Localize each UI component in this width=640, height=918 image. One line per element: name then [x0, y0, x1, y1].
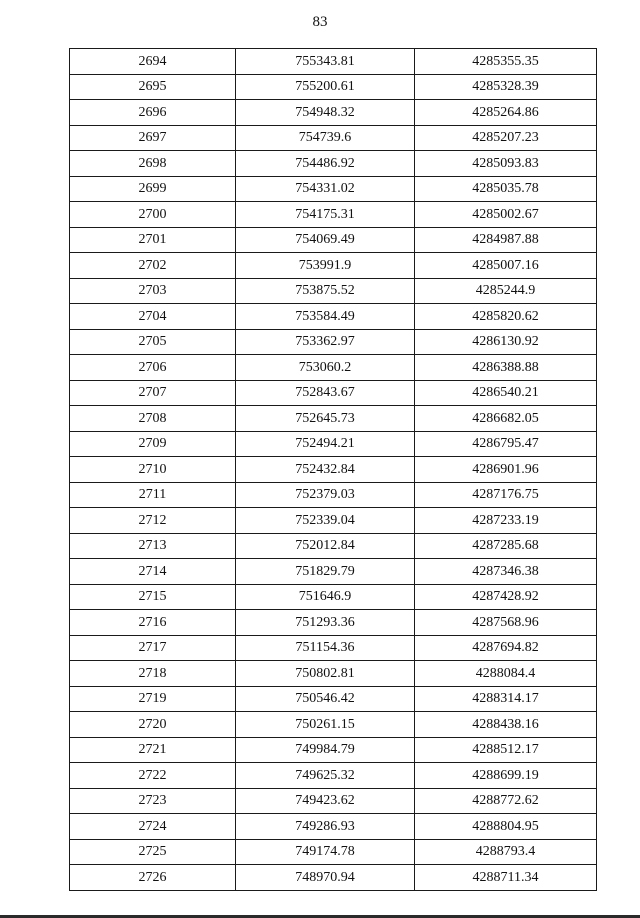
point-number-cell: 2700 [70, 202, 236, 228]
x-coordinate-cell: 753362.97 [236, 329, 415, 355]
point-number-cell: 2723 [70, 788, 236, 814]
table-row [70, 227, 597, 253]
point-number-cell: 2711 [70, 482, 236, 508]
x-coordinate-cell: 753584.49 [236, 304, 415, 330]
y-coordinate-cell: 4286682.05 [415, 406, 597, 432]
y-coordinate-cell: 4286540.21 [415, 380, 597, 406]
y-coordinate-cell: 4286130.92 [415, 329, 597, 355]
x-coordinate-cell: 754948.32 [236, 100, 415, 126]
point-number-cell: 2701 [70, 227, 236, 253]
table-row [70, 814, 597, 840]
y-coordinate-cell: 4287176.75 [415, 482, 597, 508]
x-coordinate-cell: 750546.42 [236, 686, 415, 712]
point-number-cell: 2715 [70, 584, 236, 610]
point-number-cell: 2706 [70, 355, 236, 381]
table-row [70, 74, 597, 100]
x-coordinate-cell: 754739.6 [236, 125, 415, 151]
table-row [70, 125, 597, 151]
point-number-cell: 2702 [70, 253, 236, 279]
y-coordinate-cell: 4285035.78 [415, 176, 597, 202]
table-row [70, 533, 597, 559]
point-number-cell: 2708 [70, 406, 236, 432]
y-coordinate-cell: 4285093.83 [415, 151, 597, 177]
y-coordinate-cell: 4285207.23 [415, 125, 597, 151]
y-coordinate-cell: 4286901.96 [415, 457, 597, 483]
y-coordinate-cell: 4285820.62 [415, 304, 597, 330]
point-number-cell: 2697 [70, 125, 236, 151]
x-coordinate-cell: 752645.73 [236, 406, 415, 432]
x-coordinate-cell: 751829.79 [236, 559, 415, 585]
y-coordinate-cell: 4288084.4 [415, 661, 597, 687]
y-coordinate-cell: 4287428.92 [415, 584, 597, 610]
table-row [70, 457, 597, 483]
point-number-cell: 2698 [70, 151, 236, 177]
point-number-cell: 2714 [70, 559, 236, 585]
y-coordinate-cell: 4288793.4 [415, 839, 597, 865]
x-coordinate-cell: 752339.04 [236, 508, 415, 534]
table-row [70, 559, 597, 585]
x-coordinate-cell: 752843.67 [236, 380, 415, 406]
x-coordinate-cell: 754331.02 [236, 176, 415, 202]
x-coordinate-cell: 748970.94 [236, 865, 415, 891]
x-coordinate-cell: 754069.49 [236, 227, 415, 253]
table-row [70, 482, 597, 508]
x-coordinate-cell: 751154.36 [236, 635, 415, 661]
point-number-cell: 2717 [70, 635, 236, 661]
table-row [70, 304, 597, 330]
x-coordinate-cell: 752494.21 [236, 431, 415, 457]
x-coordinate-cell: 749286.93 [236, 814, 415, 840]
x-coordinate-cell: 753875.52 [236, 278, 415, 304]
y-coordinate-cell: 4287694.82 [415, 635, 597, 661]
table-row [70, 763, 597, 789]
y-coordinate-cell: 4288804.95 [415, 814, 597, 840]
table-row [70, 151, 597, 177]
coordinate-table [69, 48, 597, 891]
table-row [70, 839, 597, 865]
table-row [70, 788, 597, 814]
x-coordinate-cell: 750261.15 [236, 712, 415, 738]
x-coordinate-cell: 751293.36 [236, 610, 415, 636]
y-coordinate-cell: 4286795.47 [415, 431, 597, 457]
point-number-cell: 2721 [70, 737, 236, 763]
point-number-cell: 2719 [70, 686, 236, 712]
point-number-cell: 2713 [70, 533, 236, 559]
table-row [70, 355, 597, 381]
table-row [70, 380, 597, 406]
x-coordinate-cell: 749625.32 [236, 763, 415, 789]
point-number-cell: 2710 [70, 457, 236, 483]
point-number-cell: 2705 [70, 329, 236, 355]
table-row [70, 406, 597, 432]
point-number-cell: 2696 [70, 100, 236, 126]
table-body [70, 49, 597, 891]
point-number-cell: 2722 [70, 763, 236, 789]
y-coordinate-cell: 4288772.62 [415, 788, 597, 814]
table-row [70, 584, 597, 610]
y-coordinate-cell: 4285007.16 [415, 253, 597, 279]
x-coordinate-cell: 753060.2 [236, 355, 415, 381]
y-coordinate-cell: 4284987.88 [415, 227, 597, 253]
y-coordinate-cell: 4287346.38 [415, 559, 597, 585]
point-number-cell: 2718 [70, 661, 236, 687]
y-coordinate-cell: 4285264.86 [415, 100, 597, 126]
table-row [70, 686, 597, 712]
y-coordinate-cell: 4287285.68 [415, 533, 597, 559]
table-row [70, 100, 597, 126]
x-coordinate-cell: 749174.78 [236, 839, 415, 865]
table-row [70, 202, 597, 228]
y-coordinate-cell: 4285244.9 [415, 278, 597, 304]
x-coordinate-cell: 750802.81 [236, 661, 415, 687]
x-coordinate-cell: 752432.84 [236, 457, 415, 483]
page-number: 83 [312, 14, 328, 30]
y-coordinate-cell: 4288699.19 [415, 763, 597, 789]
table-row [70, 712, 597, 738]
point-number-cell: 2707 [70, 380, 236, 406]
table-row [70, 508, 597, 534]
table-row [70, 610, 597, 636]
x-coordinate-cell: 754486.92 [236, 151, 415, 177]
y-coordinate-cell: 4288512.17 [415, 737, 597, 763]
point-number-cell: 2725 [70, 839, 236, 865]
point-number-cell: 2694 [70, 49, 236, 75]
x-coordinate-cell: 752012.84 [236, 533, 415, 559]
y-coordinate-cell: 4285002.67 [415, 202, 597, 228]
table-row [70, 431, 597, 457]
table-row [70, 329, 597, 355]
table-row [70, 635, 597, 661]
table-row [70, 176, 597, 202]
table-row [70, 661, 597, 687]
x-coordinate-cell: 754175.31 [236, 202, 415, 228]
x-coordinate-cell: 751646.9 [236, 584, 415, 610]
x-coordinate-cell: 753991.9 [236, 253, 415, 279]
table-row [70, 865, 597, 891]
point-number-cell: 2720 [70, 712, 236, 738]
x-coordinate-cell: 755200.61 [236, 74, 415, 100]
x-coordinate-cell: 749423.62 [236, 788, 415, 814]
y-coordinate-cell: 4287568.96 [415, 610, 597, 636]
y-coordinate-cell: 4286388.88 [415, 355, 597, 381]
table-row [70, 737, 597, 763]
table-row [70, 49, 597, 75]
point-number-cell: 2724 [70, 814, 236, 840]
x-coordinate-cell: 749984.79 [236, 737, 415, 763]
point-number-cell: 2695 [70, 74, 236, 100]
y-coordinate-cell: 4288438.16 [415, 712, 597, 738]
x-coordinate-cell: 752379.03 [236, 482, 415, 508]
point-number-cell: 2709 [70, 431, 236, 457]
x-coordinate-cell: 755343.81 [236, 49, 415, 75]
point-number-cell: 2712 [70, 508, 236, 534]
y-coordinate-cell: 4285355.35 [415, 49, 597, 75]
table-row [70, 253, 597, 279]
point-number-cell: 2716 [70, 610, 236, 636]
y-coordinate-cell: 4288711.34 [415, 865, 597, 891]
point-number-cell: 2703 [70, 278, 236, 304]
y-coordinate-cell: 4288314.17 [415, 686, 597, 712]
y-coordinate-cell: 4285328.39 [415, 74, 597, 100]
y-coordinate-cell: 4287233.19 [415, 508, 597, 534]
table-row [70, 278, 597, 304]
point-number-cell: 2699 [70, 176, 236, 202]
point-number-cell: 2704 [70, 304, 236, 330]
point-number-cell: 2726 [70, 865, 236, 891]
